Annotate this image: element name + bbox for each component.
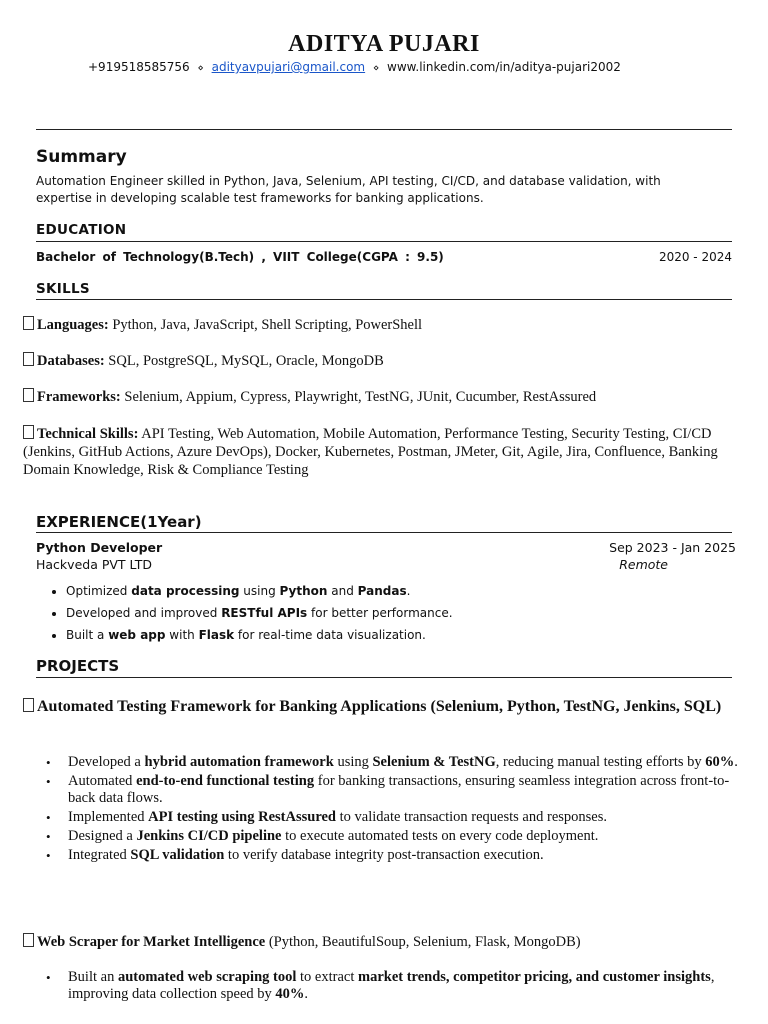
contact-line [88, 60, 621, 74]
skills-divider [36, 299, 732, 300]
projects-divider [36, 677, 732, 678]
list-item: • Built a web app with Flask for real-time data visualization. [66, 624, 453, 646]
missing-glyph-icon [23, 425, 34, 439]
separator-diamond: ⋄ [372, 63, 380, 74]
missing-glyph-icon [23, 698, 34, 712]
skills-heading: SKILLS [36, 281, 90, 297]
project1-bullets [68, 754, 743, 866]
projects-heading: PROJECTS [36, 657, 120, 675]
phone-number: +919518585756 [88, 60, 190, 74]
list-item: • Integrated SQL validation to verify database integrity post-transaction execution. [68, 847, 743, 864]
summary-heading: Summary [36, 147, 127, 167]
project2-title: Web Scraper for Market Intelligence (Python, BeautifulSoup, Selenium, Flask, MongoDB) [23, 933, 581, 951]
job-dates: Sep 2023 - Jan 2025 [609, 540, 736, 555]
header-divider [36, 129, 732, 130]
separator-diamond: ⋄ [197, 63, 204, 74]
list-item: • Built an automated web scraping tool to extract market trends, competitor pricing, and customer insights, improving data collection speed by 40%. [68, 969, 743, 1003]
summary-text: Automation Engineer skilled in Python, Java, Selenium, API testing, CI/CD, and database validation, with expertise in developing scalable test frameworks for banking applications. [36, 174, 661, 205]
education-heading: EDUCATION [36, 222, 127, 238]
education-divider [36, 241, 732, 242]
list-item: • Developed a hybrid automation framework using Selenium & TestNG, reducing manual testing efforts by 60%. [68, 754, 743, 771]
missing-glyph-icon [23, 388, 34, 402]
list-item: • Automated end-to-end functional testing for banking transactions, ensuring seamless integration across front-to-back data flows. [68, 773, 743, 807]
list-item: • Implemented API testing using RestAssured to validate transaction requests and responses. [68, 809, 743, 826]
skill-technical: Technical Skills: API Testing, Web Automation, Mobile Automation, Performance Testing, Security Testing, CI/CD (Jenkins, GitHub Actions, Azure DevOps), Docker, Kubernetes, Postman, JMeter, Git, Agile, Jira, Confluence, Banking Domain Knowledge, Risk & Compliance Testing [23, 426, 718, 478]
email-link[interactable]: adityavpujari@gmail.com [211, 60, 366, 74]
experience-divider [36, 532, 732, 533]
linkedin-url: www.linkedin.com/in/aditya-pujari2002 [387, 60, 621, 74]
project1-title: Automated Testing Framework for Banking Applications (Selenium, Python, TestNG, Jenkins, SQL) [23, 697, 743, 717]
candidate-name: ADITYA PUJARI [288, 31, 480, 57]
list-item: • Developed and improved RESTful APIs for better performance. [66, 602, 453, 624]
project2-bullets [68, 969, 743, 1005]
skill-languages: Languages: Python, Java, JavaScript, Shell Scripting, PowerShell [23, 316, 753, 334]
missing-glyph-icon [23, 933, 34, 947]
job-title: Python Developer [36, 540, 163, 555]
list-item: • Optimized data processing using Python and Pandas. [66, 580, 453, 602]
missing-glyph-icon [23, 352, 34, 366]
job-company: Hackveda PVT LTD [36, 557, 153, 572]
skill-frameworks: Frameworks: Selenium, Appium, Cypress, Playwright, TestNG, JUnit, Cucumber, RestAssured [23, 388, 753, 406]
job-location: Remote [619, 557, 668, 572]
skill-databases: Databases: SQL, PostgreSQL, MySQL, Oracle, MongoDB [23, 352, 753, 370]
experience-bullets [52, 580, 453, 646]
experience-heading: EXPERIENCE(1Year) [36, 513, 202, 531]
education-years: 2020 - 2024 [658, 250, 732, 264]
list-item: • Designed a Jenkins CI/CD pipeline to execute automated tests on every code deployment. [68, 828, 743, 845]
missing-glyph-icon [23, 316, 34, 330]
education-degree: Bachelor of Technology(B.Tech) , VIIT College(CGPA : 9.5) [36, 250, 444, 264]
